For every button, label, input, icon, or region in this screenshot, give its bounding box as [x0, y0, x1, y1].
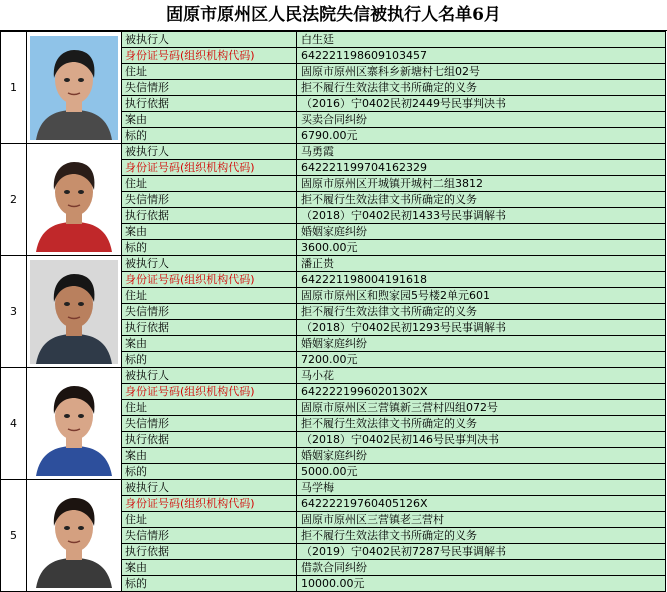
- value-name: 马勇霞: [297, 144, 666, 160]
- label-basis: 执行依据: [122, 544, 297, 560]
- label-amount: 标的: [122, 464, 297, 480]
- value-address: 固原市原州区三营镇新三营村四组072号: [297, 400, 666, 416]
- value-cause: 买卖合同纠纷: [297, 112, 666, 128]
- value-situation: 拒不履行生效法律文书所确定的义务: [297, 528, 666, 544]
- label-id: 身份证号码(组织机构代码): [122, 384, 297, 400]
- value-cause: 婚姻家庭纠纷: [297, 448, 666, 464]
- label-name: 被执行人: [122, 480, 297, 496]
- label-situation: 失信情形: [122, 528, 297, 544]
- value-address: 固原市原州区和煦家园5号楼2单元601: [297, 288, 666, 304]
- label-id: 身份证号码(组织机构代码): [122, 48, 297, 64]
- person-photo: [27, 368, 122, 480]
- value-basis: （2018）宁0402民初1293号民事调解书: [297, 320, 666, 336]
- label-address: 住址: [122, 64, 297, 80]
- label-id: 身份证号码(组织机构代码): [122, 160, 297, 176]
- value-name: 马学梅: [297, 480, 666, 496]
- label-name: 被执行人: [122, 144, 297, 160]
- label-id: 身份证号码(组织机构代码): [122, 496, 297, 512]
- label-id: 身份证号码(组织机构代码): [122, 272, 297, 288]
- value-address: 固原市原州区三营镇老三营村: [297, 512, 666, 528]
- table-row: [1, 480, 666, 496]
- value-situation: 拒不履行生效法律文书所确定的义务: [297, 192, 666, 208]
- label-amount: 标的: [122, 576, 297, 592]
- table-row: [1, 144, 666, 160]
- record-index: 5: [1, 480, 27, 592]
- label-name: 被执行人: [122, 256, 297, 272]
- record-index: 4: [1, 368, 27, 480]
- value-amount: 3600.00元: [297, 240, 666, 256]
- label-cause: 案由: [122, 112, 297, 128]
- label-basis: 执行依据: [122, 432, 297, 448]
- label-amount: 标的: [122, 352, 297, 368]
- debtor-table: [0, 31, 666, 592]
- value-basis: （2018）宁0402民初1433号民事调解书: [297, 208, 666, 224]
- label-address: 住址: [122, 512, 297, 528]
- label-address: 住址: [122, 176, 297, 192]
- table-row: [1, 32, 666, 48]
- person-photo: [27, 480, 122, 592]
- value-name: 马小花: [297, 368, 666, 384]
- value-id: 64222219960201302X: [297, 384, 666, 400]
- label-name: 被执行人: [122, 368, 297, 384]
- value-situation: 拒不履行生效法律文书所确定的义务: [297, 304, 666, 320]
- value-basis: （2018）宁0402民初146号民事判决书: [297, 432, 666, 448]
- value-amount: 6790.00元: [297, 128, 666, 144]
- page-title: 固原市原州区人民法院失信被执行人名单6月: [0, 0, 667, 31]
- value-basis: （2016）宁0402民初2449号民事判决书: [297, 96, 666, 112]
- label-basis: 执行依据: [122, 96, 297, 112]
- person-photo: [27, 144, 122, 256]
- value-name: 白生廷: [297, 32, 666, 48]
- record-index: 1: [1, 32, 27, 144]
- value-id: 642221198004191618: [297, 272, 666, 288]
- value-address: 固原市原州区开城镇开城村二组3812: [297, 176, 666, 192]
- label-amount: 标的: [122, 240, 297, 256]
- value-id: 64222219760405126X: [297, 496, 666, 512]
- value-situation: 拒不履行生效法律文书所确定的义务: [297, 80, 666, 96]
- label-amount: 标的: [122, 128, 297, 144]
- avatar: [30, 372, 118, 476]
- label-situation: 失信情形: [122, 304, 297, 320]
- value-cause: 婚姻家庭纠纷: [297, 336, 666, 352]
- person-photo: [27, 32, 122, 144]
- avatar: [30, 260, 118, 364]
- value-id: 642221199704162329: [297, 160, 666, 176]
- person-photo: [27, 256, 122, 368]
- value-cause: 婚姻家庭纠纷: [297, 224, 666, 240]
- label-address: 住址: [122, 288, 297, 304]
- label-cause: 案由: [122, 560, 297, 576]
- label-cause: 案由: [122, 448, 297, 464]
- label-situation: 失信情形: [122, 416, 297, 432]
- label-situation: 失信情形: [122, 80, 297, 96]
- value-address: 固原市原州区寨科乡新塘村七组02号: [297, 64, 666, 80]
- label-situation: 失信情形: [122, 192, 297, 208]
- value-amount: 10000.00元: [297, 576, 666, 592]
- label-basis: 执行依据: [122, 320, 297, 336]
- value-name: 潘正贵: [297, 256, 666, 272]
- value-amount: 5000.00元: [297, 464, 666, 480]
- label-name: 被执行人: [122, 32, 297, 48]
- record-index: 2: [1, 144, 27, 256]
- value-basis: （2019）宁0402民初7287号民事调解书: [297, 544, 666, 560]
- table-row: [1, 256, 666, 272]
- label-cause: 案由: [122, 224, 297, 240]
- label-address: 住址: [122, 400, 297, 416]
- avatar: [30, 484, 118, 588]
- record-index: 3: [1, 256, 27, 368]
- label-basis: 执行依据: [122, 208, 297, 224]
- label-cause: 案由: [122, 336, 297, 352]
- value-id: 642221198609103457: [297, 48, 666, 64]
- value-situation: 拒不履行生效法律文书所确定的义务: [297, 416, 666, 432]
- value-amount: 7200.00元: [297, 352, 666, 368]
- avatar: [30, 148, 118, 252]
- value-cause: 借款合同纠纷: [297, 560, 666, 576]
- table-row: [1, 368, 666, 384]
- avatar: [30, 36, 118, 140]
